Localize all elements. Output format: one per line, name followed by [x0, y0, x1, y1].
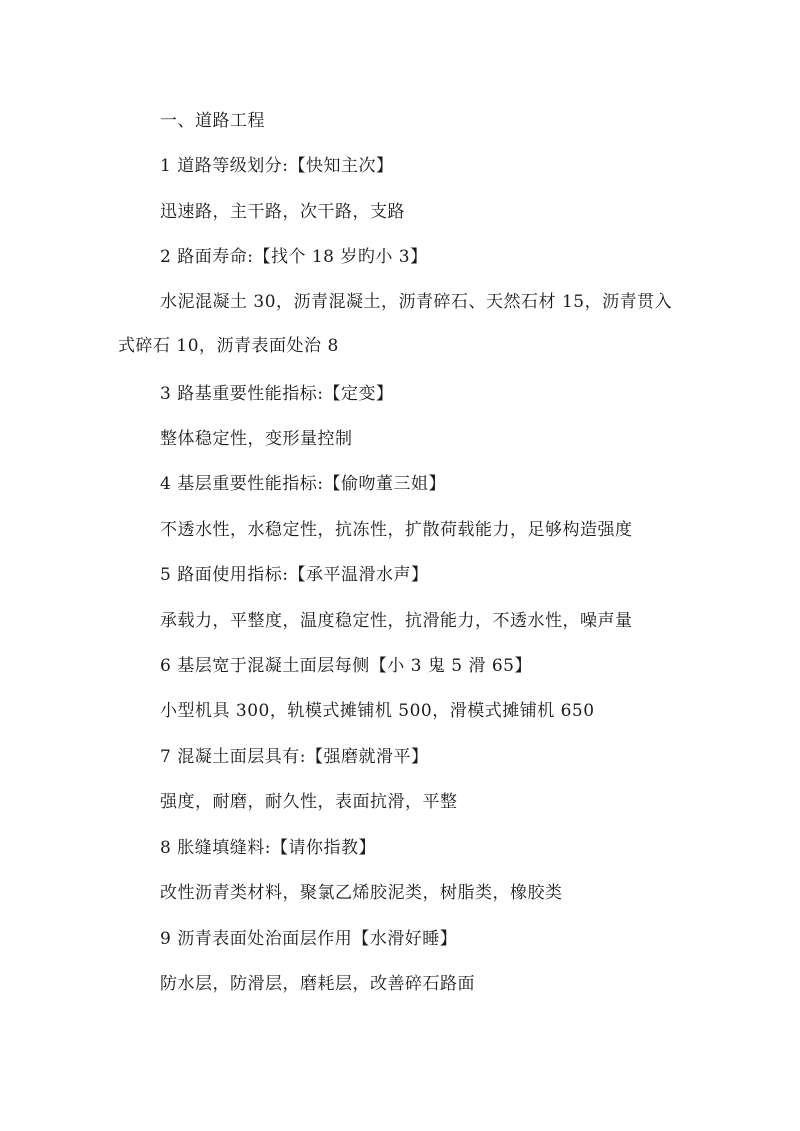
item-4-heading: 4 基层重要性能指标:【偷吻董三姐】	[160, 474, 446, 494]
section-title: 一、道路工程	[160, 111, 265, 131]
item-3-answer: 整体稳定性，变形量控制	[160, 429, 353, 449]
item-9-heading: 9 沥青表面处治面层作用【水滑好睡】	[160, 929, 458, 949]
item-8-answer: 改性沥青类材料，聚氯乙烯胶泥类，树脂类，橡胶类	[160, 883, 563, 903]
item-1-answer: 迅速路，主干路，次干路，支路	[160, 202, 405, 222]
item-2-answer: 水泥混凝土 30，沥青混凝土，沥青碎石、天然石材 15，沥青贯入式碎石 10，沥青表面处治 8	[118, 292, 673, 356]
item-2-heading: 2 路面寿命:【找个 18 岁旳小 3】	[160, 247, 428, 267]
item-3-heading: 3 路基重要性能指标:【定变】	[160, 384, 394, 404]
item-6-heading: 6 基层宽于混凝土面层每侧【小 3 鬼 5 滑 65】	[160, 656, 533, 676]
item-5-heading: 5 路面使用指标:【承平温滑水声】	[160, 565, 429, 585]
item-1-heading: 1 道路等级划分:【快知主次】	[160, 156, 394, 176]
item-8-heading: 8 胀缝填缝料:【请你指教】	[160, 838, 376, 858]
item-7-heading: 7 混凝土面层具有:【强磨就滑平】	[160, 747, 429, 767]
item-5-answer: 承载力，平整度，温度稳定性，抗滑能力，不透水性，噪声量	[160, 611, 633, 631]
item-6-answer: 小型机具 300，轨模式摊铺机 500，滑模式摊铺机 650	[160, 701, 595, 721]
item-7-answer: 强度，耐磨，耐久性，表面抗滑，平整	[160, 792, 458, 812]
item-4-answer: 不透水性，水稳定性，抗冻性，扩散荷载能力，足够构造强度	[160, 520, 633, 540]
item-9-answer: 防水层，防滑层，磨耗层，改善碎石路面	[160, 974, 475, 994]
